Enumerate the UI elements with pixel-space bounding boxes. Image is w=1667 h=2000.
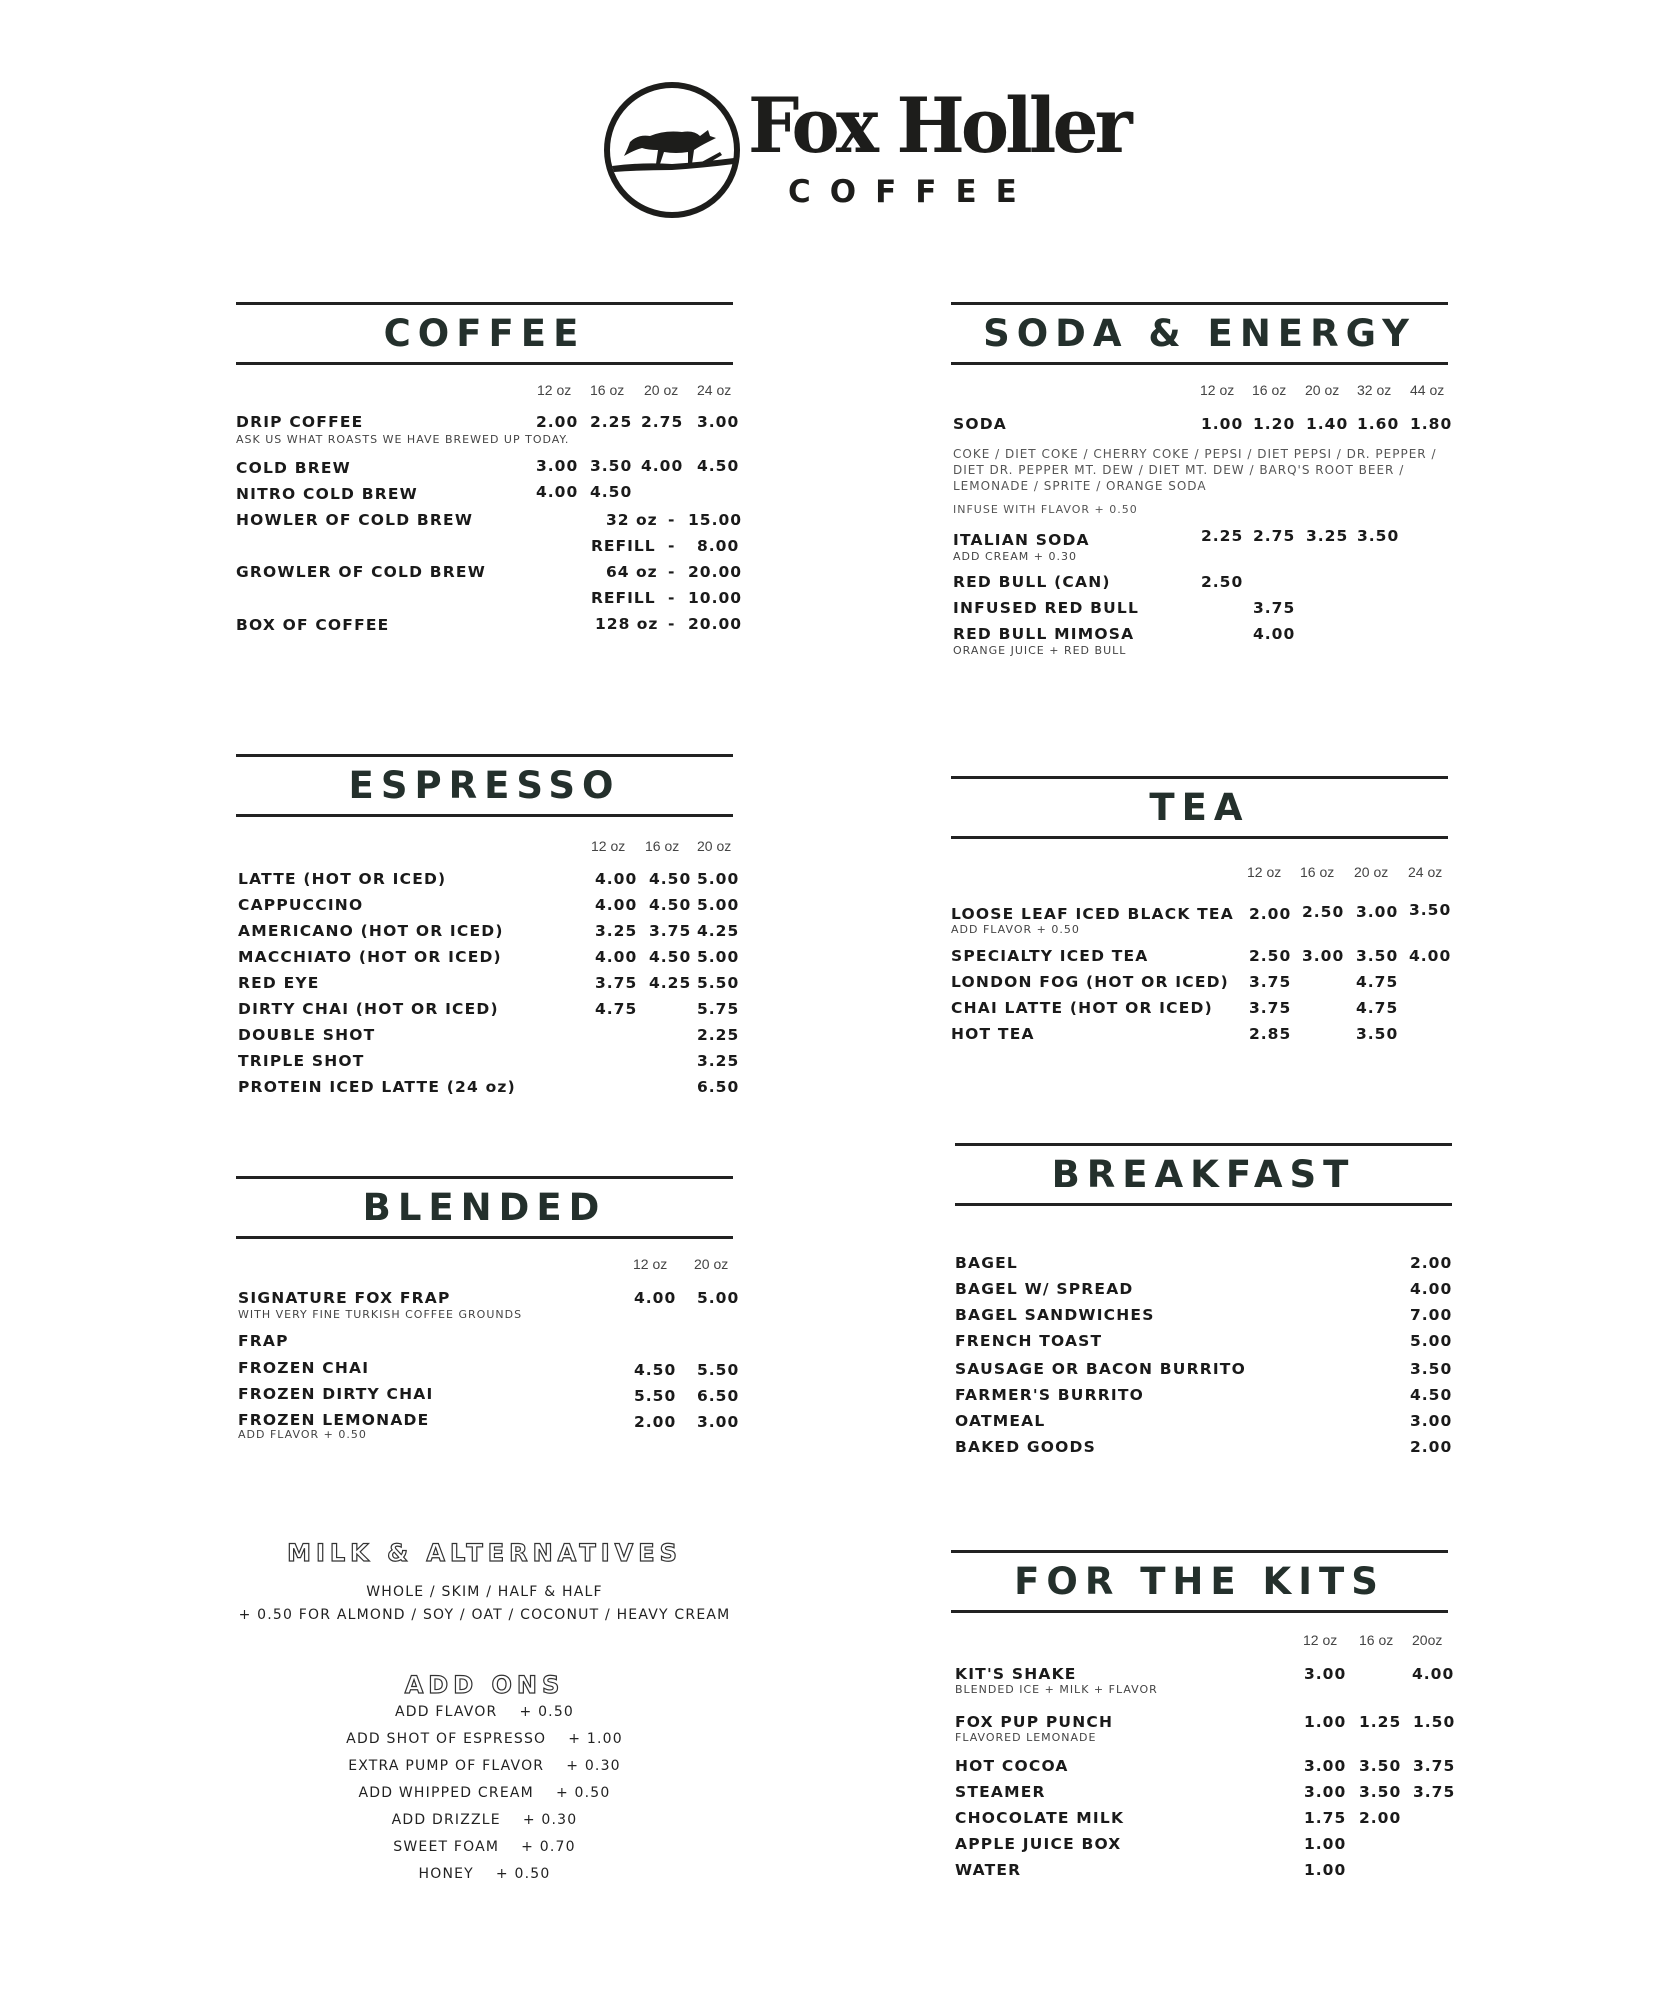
menu-item-price: 3.00 xyxy=(697,413,740,431)
addon-row xyxy=(236,1756,733,1776)
menu-item-price: 1.00 xyxy=(1201,415,1244,433)
menu-item-name: APPLE JUICE BOX xyxy=(955,1835,1122,1853)
menu-item-name: RED BULL (CAN) xyxy=(953,573,1111,591)
menu-item-price: 3.50 xyxy=(1356,947,1399,965)
addon-price: + 0.50 xyxy=(555,1785,611,1801)
menu-item-price: 3.75 xyxy=(1413,1757,1456,1775)
menu-item-price: 4.00 xyxy=(1412,1665,1455,1683)
menu-item-name: KIT'S SHAKE xyxy=(955,1665,1077,1683)
menu-item-name: HOT TEA xyxy=(951,1025,1035,1043)
menu-item-price: 4.00 xyxy=(634,1289,677,1307)
menu-item-price: 3.75 xyxy=(1249,973,1292,991)
menu-item-name: INFUSED RED BULL xyxy=(953,599,1140,617)
size-header: 20 oz xyxy=(697,838,732,854)
menu-item-note: ORANGE JUICE + RED BULL xyxy=(953,644,1127,657)
menu-item-price: 3.00 xyxy=(1302,947,1345,965)
size-header: 12 oz xyxy=(1200,382,1235,398)
menu-item-price: 4.75 xyxy=(1356,999,1399,1017)
menu-item-price: 2.00 xyxy=(536,413,579,431)
menu-item-note: ASK US WHAT ROASTS WE HAVE BREWED UP TODAY. xyxy=(236,433,570,446)
kits-section xyxy=(951,1550,1456,1890)
addon-name: SWEET FOAM xyxy=(393,1839,500,1855)
menu-item-name: SPECIALTY ICED TEA xyxy=(951,947,1149,965)
menu-item-price: 4.50 xyxy=(649,870,692,888)
section-header xyxy=(951,1550,1448,1613)
menu-item-price: 1.00 xyxy=(1304,1713,1347,1731)
menu-item-name: FROZEN LEMONADE xyxy=(238,1411,430,1429)
menu-item-name: DIRTY CHAI (HOT OR ICED) xyxy=(238,1000,499,1018)
menu-item-price: 20.00 xyxy=(688,563,743,581)
menu-item-price: 3.00 xyxy=(1304,1783,1347,1801)
menu-item-note: ADD FLAVOR + 0.50 xyxy=(951,923,1080,936)
menu-item-price: 3.75 xyxy=(1253,599,1296,617)
menu-item-price: 3.75 xyxy=(1249,999,1292,1017)
menu-item-name: HOWLER OF COLD BREW xyxy=(236,511,474,529)
bulk-size: 64 oz xyxy=(606,563,658,581)
menu-item-name: BAKED GOODS xyxy=(955,1438,1096,1456)
menu-item-price: 4.25 xyxy=(697,922,740,940)
addon-name: HONEY xyxy=(418,1866,474,1882)
menu-item-price: 3.75 xyxy=(1413,1783,1456,1801)
size-header: 12 oz xyxy=(1303,1632,1338,1648)
menu-item-price: 2.25 xyxy=(1201,527,1244,545)
menu-item-name: OATMEAL xyxy=(955,1412,1046,1430)
menu-item-price: 2.50 xyxy=(1249,947,1292,965)
menu-item-price: 4.50 xyxy=(649,948,692,966)
menu-item-name: FARMER'S BURRITO xyxy=(955,1386,1144,1404)
addon-price: + 0.30 xyxy=(566,1758,621,1774)
addon-price: + 0.50 xyxy=(495,1866,551,1882)
menu-item-note: ADD CREAM + 0.30 xyxy=(953,550,1077,563)
menu-item-price: 1.00 xyxy=(1304,1835,1347,1853)
menu-item-price: 5.00 xyxy=(697,896,740,914)
menu-item-name: LONDON FOG (HOT OR ICED) xyxy=(951,973,1229,991)
menu-item-name: AMERICANO (HOT OR ICED) xyxy=(238,922,504,940)
menu-item-name: FRAP xyxy=(238,1332,289,1350)
menu-item-name: CHOCOLATE MILK xyxy=(955,1809,1125,1827)
bulk-dash: - xyxy=(668,537,676,555)
menu-item-price: 15.00 xyxy=(688,511,743,529)
menu-item-price: 3.00 xyxy=(1304,1665,1347,1683)
menu-item-price: 3.50 xyxy=(1356,1025,1399,1043)
menu-item-price: 5.00 xyxy=(697,870,740,888)
menu-item-price: 5.50 xyxy=(697,974,740,992)
menu-item-price: 3.50 xyxy=(1409,901,1452,919)
menu-item-price: 4.00 xyxy=(1410,1280,1453,1298)
section-title: BREAKFAST xyxy=(1051,1153,1356,1196)
blended-section xyxy=(236,1176,740,1456)
menu-item-price: 3.25 xyxy=(1306,527,1349,545)
addons-title: ADD ONS xyxy=(404,1671,565,1699)
fox-emblem-icon xyxy=(602,80,742,220)
menu-item-name: WATER xyxy=(955,1861,1022,1879)
menu-item-price: 3.00 xyxy=(536,457,579,475)
menu-item-price: 4.75 xyxy=(595,1000,638,1018)
menu-item-note: WITH VERY FINE TURKISH COFFEE GROUNDS xyxy=(238,1308,523,1321)
menu-item-name: BAGEL SANDWICHES xyxy=(955,1306,1155,1324)
menu-item-price: 4.50 xyxy=(634,1361,677,1379)
menu-item-name: BAGEL xyxy=(955,1254,1018,1272)
menu-item-price: 2.75 xyxy=(1253,527,1296,545)
size-header: 32 oz xyxy=(1357,382,1392,398)
menu-item-price: 4.50 xyxy=(649,896,692,914)
size-header: 20 oz xyxy=(644,382,679,398)
bulk-size: 32 oz xyxy=(606,511,658,529)
bulk-dash: - xyxy=(668,615,676,633)
section-title: TEA xyxy=(1149,786,1250,829)
addon-row xyxy=(236,1837,733,1857)
size-header: 20 oz xyxy=(1354,864,1389,880)
menu-item-name: CHAI LATTE (HOT OR ICED) xyxy=(951,999,1213,1017)
soda-energy-section xyxy=(951,302,1453,662)
menu-item-price: 2.00 xyxy=(634,1413,677,1431)
menu-item-price: 2.25 xyxy=(590,413,633,431)
section-header xyxy=(951,776,1448,839)
menu-item-price: 1.40 xyxy=(1306,415,1349,433)
menu-item-name: LATTE (HOT OR ICED) xyxy=(238,870,447,888)
size-header: 20 oz xyxy=(694,1256,729,1272)
menu-item-price: 2.50 xyxy=(1302,903,1345,921)
menu-item-price: 5.00 xyxy=(697,1289,740,1307)
menu-item-name: DRIP COFFEE xyxy=(236,413,364,431)
menu-item-price: 3.50 xyxy=(1359,1783,1402,1801)
menu-item-price: 2.00 xyxy=(1410,1254,1453,1272)
coffee-section xyxy=(236,302,743,642)
menu-item-price: 2.50 xyxy=(1201,573,1244,591)
menu-item-price: 1.20 xyxy=(1253,415,1296,433)
menu-item-name: SODA xyxy=(953,415,1008,433)
addon-row xyxy=(236,1783,733,1803)
menu-item-price: 2.75 xyxy=(641,413,684,431)
menu-item-name: DOUBLE SHOT xyxy=(238,1026,376,1044)
menu-item-price: 5.50 xyxy=(634,1387,677,1405)
size-header: 12 oz xyxy=(633,1256,668,1272)
menu-item-price: 4.00 xyxy=(1409,947,1452,965)
espresso-items xyxy=(236,754,740,1114)
menu-item-price: 1.25 xyxy=(1359,1713,1402,1731)
menu-item-name: BAGEL W/ SPREAD xyxy=(955,1280,1134,1298)
size-header: 24 oz xyxy=(697,382,732,398)
menu-item-price: 4.50 xyxy=(590,483,633,501)
menu-item-price: 3.00 xyxy=(697,1413,740,1431)
section-title: SODA & ENERGY xyxy=(983,312,1416,355)
bulk-size: 128 oz xyxy=(595,615,659,633)
addon-row xyxy=(236,1729,733,1749)
menu-item-price: 4.00 xyxy=(536,483,579,501)
menu-item-name: FROZEN DIRTY CHAI xyxy=(238,1385,434,1403)
menu-item-name: GROWLER OF COLD BREW xyxy=(236,563,487,581)
menu-item-price: 3.00 xyxy=(1304,1757,1347,1775)
menu-item-price: 4.25 xyxy=(649,974,692,992)
size-header: 16 oz xyxy=(645,838,680,854)
menu-item-price: 3.00 xyxy=(1410,1412,1453,1430)
size-header: 24 oz xyxy=(1408,864,1443,880)
menu-item-price: 3.50 xyxy=(1410,1360,1453,1378)
size-header: 20oz xyxy=(1412,1632,1443,1648)
menu-item-name: ITALIAN SODA xyxy=(953,531,1090,549)
breakfast-items xyxy=(955,1143,1452,1473)
addon-price: + 0.50 xyxy=(519,1704,575,1720)
size-header: 16 oz xyxy=(1300,864,1335,880)
addon-price: + 0.30 xyxy=(522,1812,578,1828)
milk-options: WHOLE / SKIM / HALF & HALF xyxy=(366,1584,603,1600)
section-title: ESPRESSO xyxy=(348,764,621,807)
menu-item-price: 2.25 xyxy=(697,1026,740,1044)
menu-item-price: 1.00 xyxy=(1304,1861,1347,1879)
menu-item-note: ADD FLAVOR + 0.50 xyxy=(238,1428,367,1441)
addon-price: + 0.70 xyxy=(521,1839,576,1855)
menu-item-name: SIGNATURE FOX FRAP xyxy=(238,1289,451,1307)
menu-item-price: 4.75 xyxy=(1356,973,1399,991)
menu-item-name: PROTEIN ICED LATTE (24 oz) xyxy=(238,1078,516,1096)
menu-item-name: MACCHIATO (HOT OR ICED) xyxy=(238,948,502,966)
menu-item-name: RED EYE xyxy=(238,974,320,992)
milk-title: MILK & ALTERNATIVES xyxy=(287,1539,682,1567)
tea-section xyxy=(951,776,1452,1056)
addon-price: + 1.00 xyxy=(568,1731,623,1747)
menu-item-price: 10.00 xyxy=(688,589,743,607)
size-header: 12 oz xyxy=(591,838,626,854)
menu-item-price: 5.50 xyxy=(697,1361,740,1379)
menu-item-name: FRENCH TOAST xyxy=(955,1332,1103,1350)
menu-item-price: 1.50 xyxy=(1413,1713,1456,1731)
bulk-size: REFILL xyxy=(591,537,656,555)
size-header: 12 oz xyxy=(537,382,572,398)
menu-item-price: 2.85 xyxy=(1249,1025,1292,1043)
menu-item-name: SAUSAGE OR BACON BURRITO xyxy=(955,1360,1246,1378)
menu-item-price: 4.00 xyxy=(595,948,638,966)
size-header: 20 oz xyxy=(1305,382,1340,398)
menu-item-note: FLAVORED LEMONADE xyxy=(955,1731,1097,1744)
menu-item-name: RED BULL MIMOSA xyxy=(953,625,1135,643)
menu-item-price: 20.00 xyxy=(688,615,743,633)
addon-name: ADD WHIPPED CREAM xyxy=(358,1785,534,1801)
milk-alternatives: + 0.50 FOR ALMOND / SOY / OAT / COCONUT / HEAVY CREAM xyxy=(238,1607,731,1623)
soda-flavor-list: COKE / DIET COKE / CHERRY COKE / PEPSI / DIET PEPSI / DR. PEPPER / xyxy=(953,447,1437,461)
infuse-note: INFUSE WITH FLAVOR + 0.50 xyxy=(953,503,1138,516)
menu-item-price: 3.50 xyxy=(590,457,633,475)
menu-item-price: 4.00 xyxy=(595,896,638,914)
bulk-size: REFILL xyxy=(591,589,656,607)
brand-logo xyxy=(602,80,1129,222)
section-title: BLENDED xyxy=(362,1186,607,1229)
menu-item-price: 2.00 xyxy=(1410,1438,1453,1456)
menu-item-price: 4.00 xyxy=(1253,625,1296,643)
soda-flavor-list: DIET DR. PEPPER MT. DEW / DIET MT. DEW / BARQ'S ROOT BEER / xyxy=(953,463,1405,477)
menu-item-price: 3.25 xyxy=(595,922,638,940)
section-title: COFFEE xyxy=(383,312,586,355)
menu-item-name: NITRO COLD BREW xyxy=(236,485,418,503)
addon-name: ADD DRIZZLE xyxy=(391,1812,501,1828)
soda-flavor-list: LEMONADE / SPRITE / ORANGE SODA xyxy=(953,479,1207,493)
menu-item-name: HOT COCOA xyxy=(955,1757,1069,1775)
menu-item-price: 6.50 xyxy=(697,1387,740,1405)
menu-item-price: 3.50 xyxy=(1359,1757,1402,1775)
brand-name: Fox Holler xyxy=(748,81,1129,170)
section-header xyxy=(951,302,1448,365)
menu-item-price: 1.60 xyxy=(1357,415,1400,433)
section-title: FOR THE KITS xyxy=(1014,1560,1385,1603)
size-header: 16 oz xyxy=(590,382,625,398)
menu-item-price: 3.50 xyxy=(1357,527,1400,545)
addon-row xyxy=(236,1702,733,1722)
menu-item-price: 4.00 xyxy=(595,870,638,888)
section-header xyxy=(236,302,733,365)
size-header: 16 oz xyxy=(1252,382,1287,398)
size-header: 16 oz xyxy=(1359,1632,1394,1648)
menu-item-name: CAPPUCCINO xyxy=(238,896,364,914)
menu-item-name: TRIPLE SHOT xyxy=(238,1052,365,1070)
menu-item-name: STEAMER xyxy=(955,1783,1046,1801)
menu-item-price: 1.75 xyxy=(1304,1809,1347,1827)
addon-name: ADD FLAVOR xyxy=(394,1704,498,1720)
menu-item-price: 3.75 xyxy=(595,974,638,992)
menu-item-note: BLENDED ICE + MILK + FLAVOR xyxy=(955,1683,1158,1696)
menu-item-price: 4.50 xyxy=(697,457,740,475)
menu-item-price: 3.00 xyxy=(1356,903,1399,921)
menu-item-price: 3.25 xyxy=(697,1052,740,1070)
menu-item-price: 5.00 xyxy=(1410,1332,1453,1350)
menu-item-name: LOOSE LEAF ICED BLACK TEA xyxy=(951,905,1234,923)
menu-item-name: BOX OF COFFEE xyxy=(236,616,390,634)
menu-item-price: 6.50 xyxy=(697,1078,740,1096)
menu-item-name: FROZEN CHAI xyxy=(238,1359,370,1377)
menu-item-price: 1.80 xyxy=(1410,415,1453,433)
bulk-dash: - xyxy=(668,511,676,529)
menu-item-price: 5.75 xyxy=(697,1000,740,1018)
menu-item-price: 5.00 xyxy=(697,948,740,966)
bulk-dash: - xyxy=(668,589,676,607)
menu-item-name: FOX PUP PUNCH xyxy=(955,1713,1114,1731)
bulk-dash: - xyxy=(668,563,676,581)
menu-item-name: COLD BREW xyxy=(236,459,351,477)
menu-item-price: 4.50 xyxy=(1410,1386,1453,1404)
size-header: 44 oz xyxy=(1410,382,1445,398)
menu-item-price: 8.00 xyxy=(697,537,740,555)
addon-row xyxy=(236,1810,733,1830)
menu-item-price: 4.00 xyxy=(641,457,684,475)
addon-name: EXTRA PUMP OF FLAVOR xyxy=(348,1758,545,1774)
brand-subtitle: COFFEE xyxy=(788,174,1036,210)
menu-item-price: 7.00 xyxy=(1410,1306,1453,1324)
menu-item-price: 2.00 xyxy=(1249,905,1292,923)
addon-row xyxy=(236,1864,733,1884)
menu-item-price: 2.00 xyxy=(1359,1809,1402,1827)
section-header xyxy=(236,1176,733,1239)
addons-list xyxy=(236,1700,733,1900)
menu-item-price: 3.75 xyxy=(649,922,692,940)
size-header: 12 oz xyxy=(1247,864,1282,880)
addon-name: ADD SHOT OF ESPRESSO xyxy=(346,1731,547,1747)
